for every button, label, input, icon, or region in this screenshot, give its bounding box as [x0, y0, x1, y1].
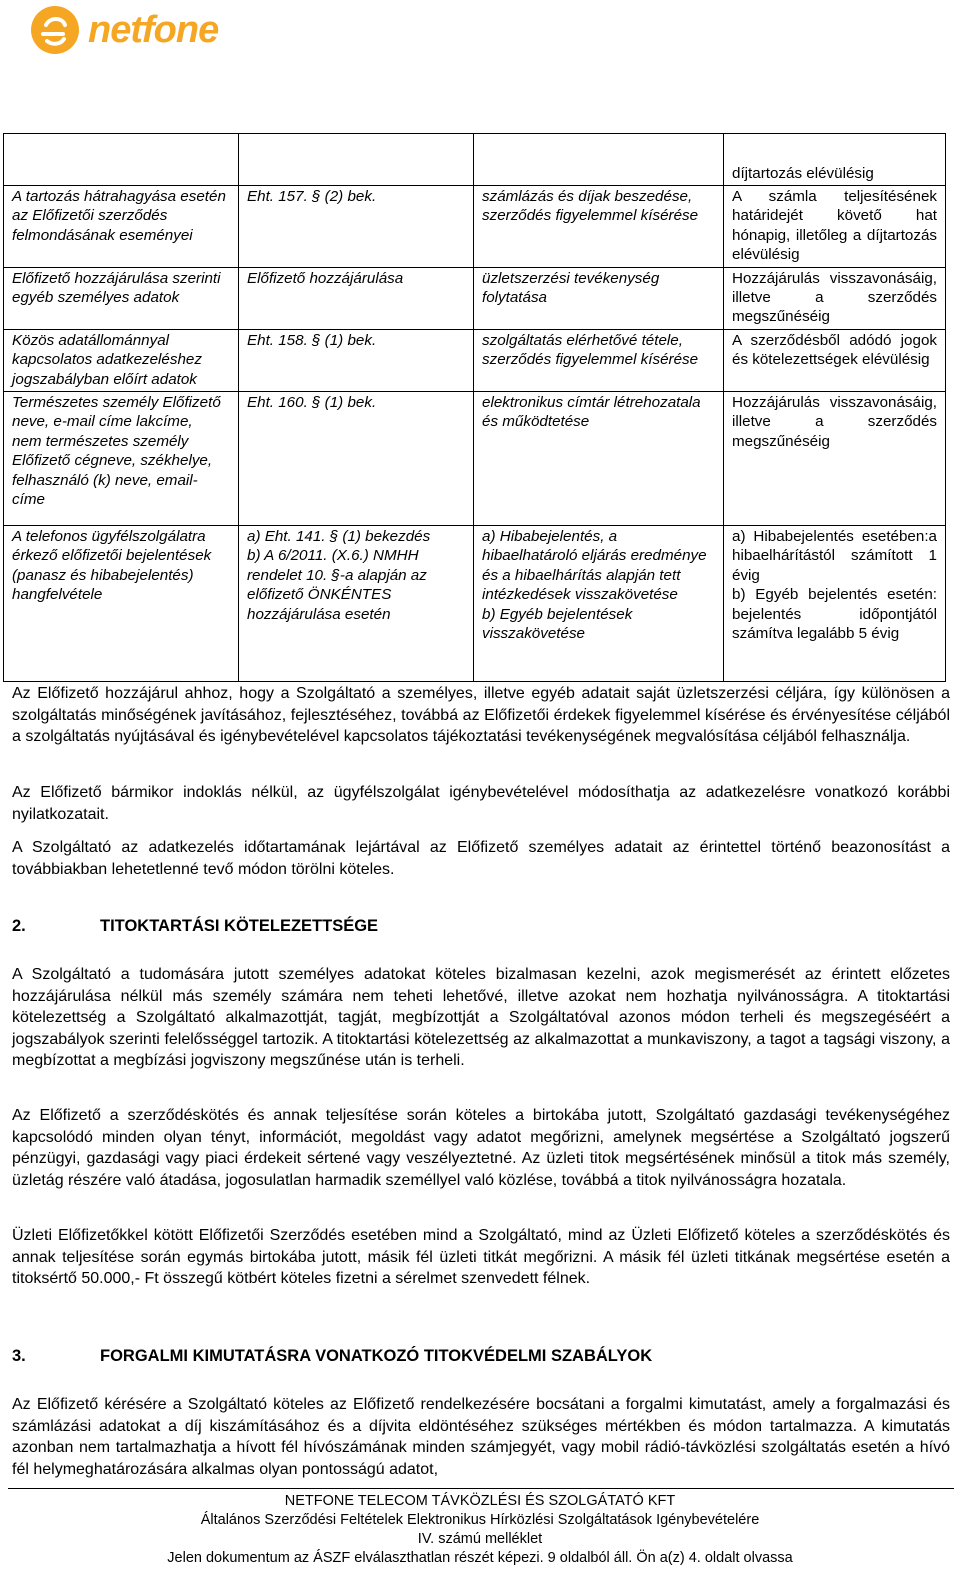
table-row	[4, 267, 946, 329]
paragraph-traffic-report: Az Előfizető kérésére a Szolgáltató köteles az Előfizető rendelkezésére bocsátani a forgalmi kimutatást, amely a forgalmazási és számlázási adatokat a díj kiszámításához és a díjvita eldöntéséhez szükséges mértékben és módon tartalmazza. A kimutatás azonban nem tartalmazhatja a hívott fél hívószámának minden számjegyét, vagy mobil rádió-távközlési szolgáltatás esetén a hívó fél helymeghatározására alkalmas olyan pontosságú adatot,	[12, 1396, 950, 1478]
table-cell: Hozzájárulás visszavonásáig, illetve a szerződés megszűnéséig	[724, 392, 946, 526]
table-cell: díjtartozás elévülésig	[724, 134, 946, 186]
table-cell: A telefonos ügyfélszolgálatra érkező előfizetői bejelentések (panasz és hibabejelentés) hangfelvétele	[4, 526, 239, 682]
table-cell: Természetes személy Előfizető neve, e-mail címe lakcíme, nem természetes személy Előfizető cégneve, székhelye, felhasználó (k) neve, email-címe	[4, 392, 239, 526]
table-cell: Eht. 157. § (2) bek.	[239, 186, 474, 268]
section-title: FORGALMI KIMUTATÁSRA VONATKOZÓ TITOKVÉDELMI SZABÁLYOK	[100, 1347, 653, 1365]
section-heading-2	[12, 917, 378, 936]
table-row	[4, 329, 946, 391]
footer-divider	[8, 1488, 954, 1489]
footer-company: NETFONE TELECOM TÁVKÖZLÉSI ÉS SZOLGÁTATÓ KFT	[284, 1493, 676, 1509]
paragraph-confidentiality: A Szolgáltató a tudomására jutott személyes adatokat köteles bizalmasan kezelni, azok megismerését az érintett előzetes hozzájárulása nélkül más személy számára nem teheti lehetővé, illetve azokat nem hozhatja nyilvánosságra. A titoktartási kötelezettség a Szolgáltató alkalmazottját, tagját, megbízottját a Szolgáltatóval azonos módon terheli és megszegéséért a jogszabályok szerinti felelősséggel tartozik. A titoktartási kötelezettség az alkalmazottat a munkaviszony, a tagot a tagsági viszony, a megbízottat a megbízási jogviszony megszűnése után is terheli.	[12, 966, 950, 1070]
paragraph-trade-secret: Az Előfizető a szerződéskötés és annak teljesítése során köteles a birtokába jutott, Szolgáltató gazdasági tevékenységéhez kapcsolódó minden olyan tényt, információt, megoldást vagy adatot megőrizni, amelynek megsértése a Szolgáltató jogszerű pénzügyi, gazdasági vagy piaci érdekeit sértené vagy veszélyeztetné. Az üzleti titok megsértésének minősül a titok más személy, üzletág részére való átadása, jogosulatlan harmadik személlyel való közlése, továbbá a titok nyilvánosságra hozatala.	[12, 1107, 950, 1189]
table-cell	[239, 134, 474, 186]
table-cell: a) Eht. 141. § (1) bekezdés b) A 6/2011. (X.6.) NMHH rendelet 10. §-a alapján az előfizető ÖNKÉNTES hozzájárulása esetén	[239, 526, 474, 682]
section-heading-3	[12, 1347, 652, 1366]
brand-name: netfone	[88, 8, 219, 51]
table-row	[4, 526, 946, 682]
netfone-logo-icon	[30, 5, 80, 55]
table-cell: a) Hibabejelentés esetében:a hibaelhárítástól számított 1 évig b) Egyéb bejelentés esetén: bejelentés időpontjától számítva legalább 5 évig	[724, 526, 946, 682]
table-cell: üzletszerzési tevékenység folytatása	[474, 267, 724, 329]
table-row	[4, 134, 946, 186]
paragraph-modify: Az Előfizető bármikor indoklás nélkül, az ügyfélszolgálat igénybevételével módosíthatja az adatkezelésre vonatkozó korábbi nyilatkozatait.	[12, 784, 950, 823]
section-title: TITOKTARTÁSI KÖTELEZETTSÉGE	[100, 917, 379, 935]
data-retention-table	[3, 133, 946, 682]
footer-page-info: Jelen dokumentum az ÁSZF elválaszthatlan részét képezi. 9 oldalból áll. Ön a(z) 4. oldalt olvassa	[167, 1550, 793, 1566]
table-row	[4, 392, 946, 526]
table-cell	[474, 134, 724, 186]
table-cell: számlázás és díjak beszedése, szerződés figyelemmel kísérése	[474, 186, 724, 268]
table-cell: A szerződésből adódó jogok és kötelezettségek elévülésig	[724, 329, 946, 391]
table-cell: Előfizető hozzájárulása szerinti egyéb személyes adatok	[4, 267, 239, 329]
table-cell: a) Hibabejelentés, a hibaelhatároló eljárás eredménye és a hibaelhárítás alapján tett intézkedések visszakövetése b) Egyéb bejelentések visszakövetése	[474, 526, 724, 682]
section-number: 3.	[12, 1347, 26, 1365]
table-cell: Előfizető hozzájárulása	[239, 267, 474, 329]
footer-document: Általános Szerződési Feltételek Elektronikus Hírközlési Szolgáltatások Igénybevételére	[200, 1512, 760, 1528]
table-cell: Közös adatállománnyal kapcsolatos adatkezeléshez jogszabályban előírt adatok	[4, 329, 239, 391]
table-cell: A számla teljesítésének határidejét követő hat hónapig, illetőleg a díjtartozás elévülésig	[724, 186, 946, 268]
paragraph-delete: A Szolgáltató az adatkezelés időtartamának lejártával az Előfizető személyes adatait az érintettel történő beazonosítást a továbbiakban lehetetlenné tevő módon törölni köteles.	[12, 839, 950, 878]
table-cell: Hozzájárulás visszavonásáig, illetve a szerződés megszűnéséig	[724, 267, 946, 329]
table-cell: A tartozás hátrahagyása esetén az Előfizetői szerződés felmondásának eseményei	[4, 186, 239, 268]
netfone-logo	[30, 4, 218, 56]
paragraph-consent: Az Előfizető hozzájárul ahhoz, hogy a Szolgáltató a személyes, illetve egyéb adatait saját üzletszerzési céljára, így különösen a szolgáltatás minőségének javításához, fejlesztéséhez, továbbá az Előfizetői érdekek figyelemmel kísérése és érvényesítése céljából a szolgáltatás nyújtásával és igénybevételével kapcsolatos tájékoztatási tevékenységének megvalósítása céljából felhasználja.	[12, 685, 950, 746]
table-cell: szolgáltatás elérhetővé tétele, szerződés figyelemmel kísérése	[474, 329, 724, 391]
table-cell: Eht. 158. § (1) bek.	[239, 329, 474, 391]
table-cell: Eht. 160. § (1) bek.	[239, 392, 474, 526]
table-cell: elektronikus címtár létrehozatala és működtetése	[474, 392, 724, 526]
table-cell	[4, 134, 239, 186]
section-number: 2.	[12, 917, 26, 935]
table-row	[4, 186, 946, 268]
paragraph-business-subscribers: Üzleti Előfizetőkkel kötött Előfizetői Szerződés esetében mind a Szolgáltató, mind az Üzleti Előfizető köteles a szerződéskötés és annak teljesítése során egymás birtokába jutott, másik fél üzleti titkát megőrizni. A másik fél üzleti titkának megsértése esetén a titoksértő 50.000,- Ft összegű kötbért köteles fizetni a sérelmet szenvedett félnek.	[12, 1227, 950, 1288]
footer-annex: IV. számú melléklet	[417, 1531, 543, 1547]
